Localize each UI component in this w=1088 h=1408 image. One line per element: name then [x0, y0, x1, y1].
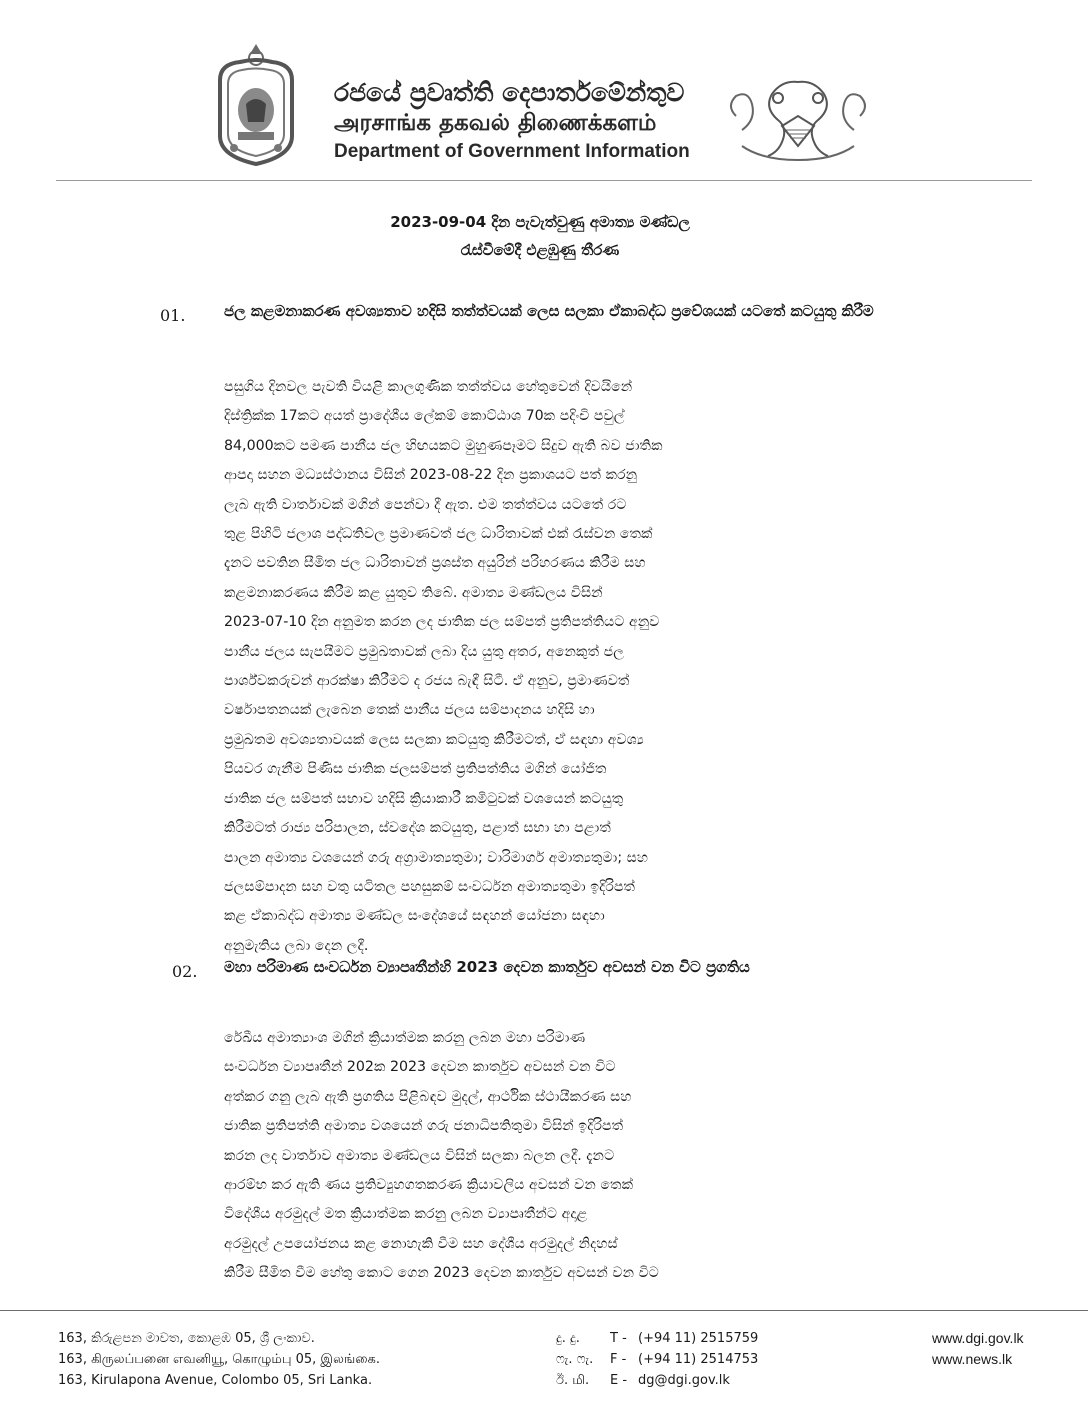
body-line: පාලන අමාත්‍ය වශයෙන් ගරු අග්‍රාමාත්‍යතුමා; වාරිමාර්ග අමාත්‍යතුමා; සහ [224, 849, 648, 866]
document-title [260, 208, 820, 264]
website-dgi-link[interactable]: www.dgi.gov.lk [932, 1330, 1024, 1346]
fax-code: F - [610, 1352, 627, 1367]
item-body [224, 1024, 890, 1289]
department-names [334, 78, 690, 166]
body-line: පසුගිය දිනවල පැවති වියළි කාලගුණික තත්ත්වය හේතුවෙන් දිවයිනේ [224, 379, 633, 395]
body-line: ජාතික ජල සම්පත් සභාව හදිසි ක්‍රියාකාරී කමිටුවක් වශයෙන් කටයුතු [224, 790, 624, 807]
email-label: ඊ. மி. [556, 1373, 590, 1388]
body-line: අරමුදල් උපයෝජනය කළ නොහැකි වීම සහ දේශීය අරමුදල් නිදහස් [224, 1235, 618, 1252]
body-line: ජලසම්පාදන සහ වතු යටිතල පහසුකම් සංවර්ධන අමාත්‍යතුමා ඉදිරිපත් [224, 878, 636, 895]
body-line: දැනට පවතින සීමිත ජල ධාරිතාවන් ප්‍රශස්ත අයුරින් පරිහරණය කිරීම සහ [224, 555, 646, 572]
body-line: ජාතික ප්‍රතිපත්ති අමාත්‍ය වශයෙන් ගරු ජනාධිපතිතුමා විසින් ඉදිරිපත් [224, 1118, 624, 1135]
body-line: ආරම්භ කර ඇති ණය ප්‍රතිව්‍යුහගතකරණ ක්‍රියාවලිය අවසන් වන තෙක් [224, 1177, 634, 1194]
body-line: දිස්ත්‍රික්ක 17කට අයත් ප්‍රාදේශීය ලේකම් කොට්ඨාශ 70ක පදිංචි පවුල් [224, 408, 625, 425]
body-line: පියවර ගැනීම පිණිස ජාතික ජලසම්පත් ප්‍රතිපත්තිය මගින් යෝජිත [224, 761, 607, 778]
website-news-link[interactable]: www.news.lk [932, 1351, 1013, 1367]
item-body [224, 373, 890, 961]
body-line: තුළ පිහිටි ජලාශ පද්ධතිවල ප්‍රමාණවත් ජල ධාරිතාවක් එක් රැස්වන තෙක් [224, 526, 653, 543]
dept-name-tamil: அரசாங்க தகவல் திணைக்களம் [334, 110, 657, 136]
footer-websites [932, 1328, 1024, 1370]
footer-contact [556, 1328, 758, 1391]
footer [0, 1318, 1088, 1408]
dept-name-sinhala: රජයේ ප්‍රවෘත්ති දෙපාර්තමේන්තුව [334, 78, 685, 107]
body-line: පානීය ජලය සැපයීමට ප්‍රමුඛතාවක් ලබා දිය යුතු අතර, අනෙකුත් ජල [224, 643, 625, 660]
body-line: ආපදා සහන මධ්‍යස්ථානය විසින් 2023-08-22 දින ප්‍රකාශයට පත් කරනු [224, 467, 638, 484]
body-line: සංවර්ධන ව්‍යාපෘතීන් 202ක 2023 දෙවන කාර්තුව අවසන් වන විට [224, 1059, 616, 1076]
title-line-1: 2023-09-04 දින පැවැත්වුණු අමාත්‍ය මණ්ඩල [390, 213, 690, 231]
body-line: 84,000කට පමණ පානීය ජල හිඟයකට මුහුණපෑමට සිදුව ඇති බව ජාතික [224, 437, 663, 454]
phone-number[interactable]: (+94 11) 2515759 [638, 1331, 759, 1346]
phone-code: T - [610, 1331, 627, 1346]
dept-name-english: Department of Government Information [334, 141, 690, 162]
fax-number: (+94 11) 2514753 [638, 1352, 759, 1367]
body-line: ප්‍රමුඛතම අවශ්‍යතාවයක් ලෙස සලකා කටයුතු කිරීමටත්, ඒ සඳහා අවශ්‍ය [224, 731, 644, 748]
item-heading: මහා පරිමාණ සංවර්ධන ව්‍යාපෘතීන්හි 2023 දෙවන කාර්තුව අවසන් වන විට ප්‍රගතිය [224, 958, 750, 976]
body-line: අත්කර ගනු ලැබ ඇති ප්‍රගතිය පිළිබඳව මුදල්, ආර්ථික ස්ථායීකරණ සහ [224, 1088, 632, 1105]
body-line: වර්ෂාපතනයක් ලැබෙන තෙක් පානීය ජලය සම්පාදනය හදිසි හා [224, 702, 595, 719]
item-number: 02. [172, 962, 198, 981]
email-link[interactable]: dg@dgi.gov.lk [638, 1373, 730, 1388]
email-code: E - [610, 1373, 628, 1388]
body-line: අනුමැතිය ලබා දෙන ලදී. [224, 937, 369, 954]
body-line: කළ ඒකාබද්ධ අමාත්‍ය මණ්ඩල සංදේශයේ සඳහන් යෝජනා සඳහා [224, 908, 605, 925]
body-line: කරන ලද වාර්තාව අමාත්‍ය මණ්ඩලය විසින් සලකා බලන ලදී. දැනට [224, 1147, 615, 1164]
fax-row [556, 1349, 758, 1370]
phone-row [556, 1328, 758, 1349]
address-english: 163, Kirulapona Avenue, Colombo 05, Sri Lanka. [58, 1373, 373, 1388]
body-line: කිරීමටත් රාජ්‍ය පරිපාලන, ස්වදේශ කටයුතු, පළාත් සභා හා පළාත් [224, 820, 611, 837]
item-number: 01. [160, 306, 186, 325]
footer-address [58, 1328, 380, 1391]
body-line: විදේශීය අරමුදල් මත ක්‍රියාත්මක කරනු ලබන ව්‍යාපෘතීන්ට අදාළ [224, 1206, 588, 1223]
swan-ornament-icon [722, 76, 874, 162]
letterhead [0, 0, 1088, 182]
body-line: කිරීම සීමිත වීම හේතු කොට ගෙන 2023 දෙවන කාර්තුව අවසන් වන විට [224, 1265, 659, 1282]
phone-label: දු. ‍දු. [556, 1331, 580, 1346]
fax-label: ෆැ. ෆැ. [556, 1352, 594, 1367]
address-tamil: 163, கிருலப்பனை எவனியூ, கொழும்பு 05, இலங்கை. [58, 1352, 381, 1367]
email-row [556, 1370, 758, 1391]
sri-lanka-emblem-icon [210, 40, 302, 168]
body-line: කළමනාකරණය කිරීම කළ යුතුව තිබේ. අමාත්‍ය මණ්ඩලය විසින් [224, 584, 603, 601]
address-sinhala: 163, කිරුළපන මාවත, කොළඹ 05, ශ්‍රී ලංකාව. [58, 1331, 315, 1346]
header-divider [56, 180, 1032, 181]
body-line: රේඛීය අමාත්‍යාංශ මගින් ක්‍රියාත්මක කරනු ලබන මහා පරිමාණ [224, 1030, 586, 1046]
title-line-2: රැස්වීමේදී එළඹුණු තීරණ [460, 241, 620, 259]
body-line: 2023-07-10 දින අනුමත කරන ලද ජාතික ජල සම්පත් ප්‍රතිපත්තියට අනුව [224, 614, 660, 631]
footer-divider [0, 1310, 1088, 1311]
body-line: පාර්ශ්වකරුවන් ආරක්ෂා කිරීමට ද රජය බැඳී සිටී. ඒ අනුව, ප්‍රමාණවත් [224, 673, 630, 690]
body-line: ලැබ ඇති වාර්තාවක් මගින් පෙන්වා දී ඇත. එම තත්ත්වය යටතේ රට [224, 496, 627, 513]
item-heading: ජල කළමනාකරණ අවශ්‍යතාව හදිසි තත්ත්වයක් ලෙස සලකා ඒකාබද්ධ ප්‍රවේශයක් යටතේ කටයුතු කිරීම [224, 302, 874, 320]
